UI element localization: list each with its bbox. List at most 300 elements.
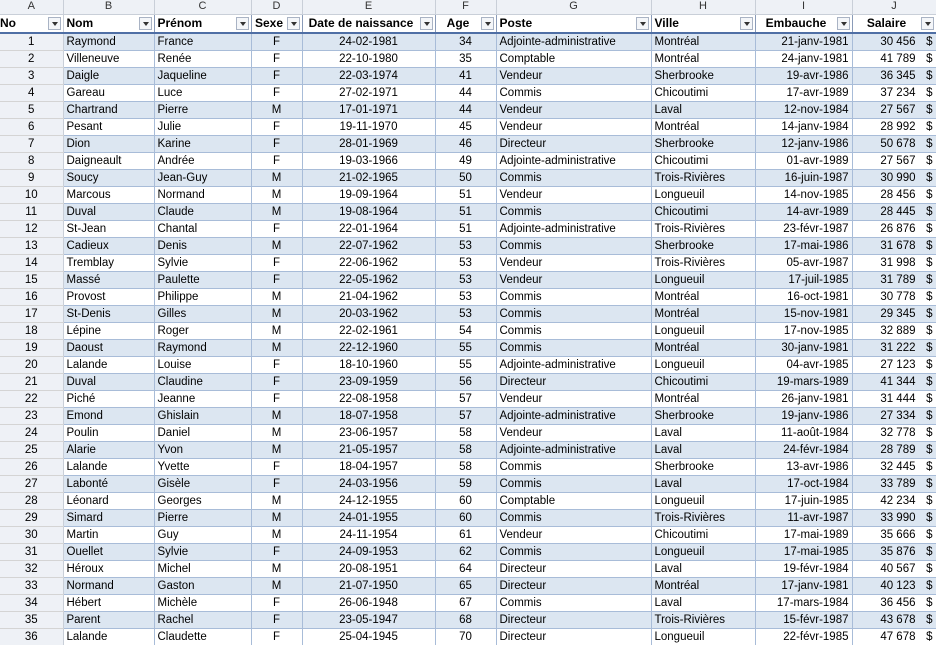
cell-poste[interactable]: Directeur — [496, 374, 651, 391]
cell-sexe[interactable]: F — [251, 136, 302, 153]
column-letter-f[interactable]: F — [435, 0, 496, 14]
cell-poste[interactable]: Vendeur — [496, 527, 651, 544]
cell-poste[interactable]: Vendeur — [496, 68, 651, 85]
cell-poste[interactable]: Adjointe-administrative — [496, 33, 651, 51]
cell-date-naissance[interactable]: 24-11-1954 — [302, 527, 435, 544]
cell-nom[interactable]: Marcous — [63, 187, 154, 204]
cell-no[interactable]: 28 — [0, 493, 63, 510]
cell-embauche[interactable]: 23-févr-1987 — [755, 221, 852, 238]
cell-poste[interactable]: Adjointe-administrative — [496, 442, 651, 459]
cell-poste[interactable]: Commis — [496, 510, 651, 527]
cell-no[interactable]: 35 — [0, 612, 63, 629]
cell-nom[interactable]: Parent — [63, 612, 154, 629]
cell-salaire[interactable] — [852, 221, 936, 238]
cell-sexe[interactable]: F — [251, 221, 302, 238]
cell-salaire[interactable] — [852, 85, 936, 102]
cell-embauche[interactable]: 17-nov-1985 — [755, 323, 852, 340]
cell-prenom[interactable]: Yvon — [154, 442, 251, 459]
cell-age[interactable]: 56 — [435, 374, 496, 391]
cell-age[interactable]: 57 — [435, 408, 496, 425]
cell-ville[interactable]: Longueuil — [651, 544, 755, 561]
cell-no[interactable]: 6 — [0, 119, 63, 136]
cell-prenom[interactable]: Pierre — [154, 510, 251, 527]
cell-nom[interactable]: St-Jean — [63, 221, 154, 238]
cell-nom[interactable]: Lalande — [63, 459, 154, 476]
cell-no[interactable]: 33 — [0, 578, 63, 595]
cell-prenom[interactable]: Denis — [154, 238, 251, 255]
cell-salaire[interactable] — [852, 68, 936, 85]
cell-ville[interactable]: Montréal — [651, 340, 755, 357]
cell-sexe[interactable]: F — [251, 51, 302, 68]
cell-sexe[interactable]: F — [251, 374, 302, 391]
cell-sexe[interactable]: F — [251, 629, 302, 645]
cell-date-naissance[interactable]: 22-08-1958 — [302, 391, 435, 408]
cell-embauche[interactable]: 19-févr-1984 — [755, 561, 852, 578]
filter-dropdown-icon[interactable] — [48, 17, 61, 30]
cell-age[interactable]: 57 — [435, 391, 496, 408]
cell-embauche[interactable]: 11-août-1984 — [755, 425, 852, 442]
cell-embauche[interactable]: 24-janv-1981 — [755, 51, 852, 68]
cell-nom[interactable]: Piché — [63, 391, 154, 408]
cell-age[interactable]: 44 — [435, 102, 496, 119]
cell-poste[interactable]: Directeur — [496, 136, 651, 153]
cell-sexe[interactable]: M — [251, 238, 302, 255]
cell-poste[interactable]: Directeur — [496, 612, 651, 629]
cell-nom[interactable]: Raymond — [63, 33, 154, 51]
cell-ville[interactable]: Laval — [651, 476, 755, 493]
cell-nom[interactable]: Cadieux — [63, 238, 154, 255]
cell-ville[interactable]: Laval — [651, 442, 755, 459]
cell-date-naissance[interactable]: 21-05-1957 — [302, 442, 435, 459]
cell-embauche[interactable]: 15-févr-1987 — [755, 612, 852, 629]
cell-date-naissance[interactable]: 24-09-1953 — [302, 544, 435, 561]
cell-sexe[interactable]: M — [251, 187, 302, 204]
cell-no[interactable]: 12 — [0, 221, 63, 238]
cell-poste[interactable]: Directeur — [496, 561, 651, 578]
cell-date-naissance[interactable]: 19-09-1964 — [302, 187, 435, 204]
cell-date-naissance[interactable]: 27-02-1971 — [302, 85, 435, 102]
cell-poste[interactable]: Commis — [496, 323, 651, 340]
cell-date-naissance[interactable]: 21-04-1962 — [302, 289, 435, 306]
cell-age[interactable]: 59 — [435, 476, 496, 493]
cell-sexe[interactable]: M — [251, 102, 302, 119]
cell-no[interactable]: 20 — [0, 357, 63, 374]
cell-nom[interactable]: Normand — [63, 578, 154, 595]
cell-ville[interactable]: Montréal — [651, 51, 755, 68]
cell-ville[interactable]: Laval — [651, 561, 755, 578]
cell-prenom[interactable]: Gaston — [154, 578, 251, 595]
cell-poste[interactable]: Adjointe-administrative — [496, 221, 651, 238]
cell-ville[interactable]: Sherbrooke — [651, 68, 755, 85]
cell-date-naissance[interactable]: 22-07-1962 — [302, 238, 435, 255]
cell-poste[interactable]: Commis — [496, 170, 651, 187]
cell-age[interactable]: 55 — [435, 340, 496, 357]
cell-prenom[interactable]: Ghislain — [154, 408, 251, 425]
cell-date-naissance[interactable]: 20-03-1962 — [302, 306, 435, 323]
cell-nom[interactable]: Provost — [63, 289, 154, 306]
column-letter-d[interactable]: D — [251, 0, 302, 14]
cell-ville[interactable]: Montréal — [651, 33, 755, 51]
cell-poste[interactable]: Vendeur — [496, 425, 651, 442]
cell-embauche[interactable]: 15-nov-1981 — [755, 306, 852, 323]
cell-ville[interactable]: Montréal — [651, 578, 755, 595]
cell-date-naissance[interactable]: 18-04-1957 — [302, 459, 435, 476]
cell-age[interactable]: 51 — [435, 204, 496, 221]
cell-salaire[interactable] — [852, 102, 936, 119]
cell-salaire[interactable] — [852, 510, 936, 527]
cell-nom[interactable]: St-Denis — [63, 306, 154, 323]
cell-ville[interactable]: Trois-Rivières — [651, 612, 755, 629]
cell-no[interactable]: 23 — [0, 408, 63, 425]
cell-nom[interactable]: Duval — [63, 374, 154, 391]
cell-ville[interactable]: Sherbrooke — [651, 459, 755, 476]
cell-sexe[interactable]: F — [251, 255, 302, 272]
cell-prenom[interactable]: Georges — [154, 493, 251, 510]
cell-embauche[interactable]: 19-mars-1989 — [755, 374, 852, 391]
cell-no[interactable]: 32 — [0, 561, 63, 578]
cell-salaire[interactable] — [852, 544, 936, 561]
cell-no[interactable]: 5 — [0, 102, 63, 119]
header-nom[interactable] — [63, 14, 154, 33]
cell-poste[interactable]: Commis — [496, 204, 651, 221]
cell-no[interactable]: 30 — [0, 527, 63, 544]
cell-salaire[interactable] — [852, 136, 936, 153]
cell-prenom[interactable]: Philippe — [154, 289, 251, 306]
cell-no[interactable]: 19 — [0, 340, 63, 357]
cell-date-naissance[interactable]: 22-03-1974 — [302, 68, 435, 85]
cell-age[interactable]: 64 — [435, 561, 496, 578]
cell-prenom[interactable]: Jaqueline — [154, 68, 251, 85]
cell-salaire[interactable] — [852, 119, 936, 136]
filter-dropdown-icon[interactable] — [740, 17, 753, 30]
cell-poste[interactable]: Adjointe-administrative — [496, 408, 651, 425]
column-letter-a[interactable]: A — [0, 0, 63, 14]
cell-sexe[interactable]: F — [251, 544, 302, 561]
cell-salaire[interactable] — [852, 204, 936, 221]
cell-prenom[interactable]: Renée — [154, 51, 251, 68]
cell-age[interactable]: 49 — [435, 153, 496, 170]
cell-embauche[interactable]: 30-janv-1981 — [755, 340, 852, 357]
cell-date-naissance[interactable]: 18-07-1958 — [302, 408, 435, 425]
cell-sexe[interactable]: F — [251, 595, 302, 612]
cell-nom[interactable]: Lalande — [63, 629, 154, 645]
cell-salaire[interactable] — [852, 595, 936, 612]
cell-prenom[interactable]: Andrée — [154, 153, 251, 170]
cell-age[interactable]: 34 — [435, 33, 496, 51]
cell-date-naissance[interactable]: 21-07-1950 — [302, 578, 435, 595]
cell-ville[interactable]: Montréal — [651, 391, 755, 408]
header-poste[interactable] — [496, 14, 651, 33]
cell-poste[interactable]: Commis — [496, 306, 651, 323]
cell-poste[interactable]: Commis — [496, 476, 651, 493]
cell-date-naissance[interactable]: 28-01-1969 — [302, 136, 435, 153]
cell-sexe[interactable]: F — [251, 68, 302, 85]
cell-prenom[interactable]: Paulette — [154, 272, 251, 289]
cell-prenom[interactable]: Luce — [154, 85, 251, 102]
cell-embauche[interactable]: 17-oct-1984 — [755, 476, 852, 493]
cell-embauche[interactable]: 17-janv-1981 — [755, 578, 852, 595]
cell-prenom[interactable]: Julie — [154, 119, 251, 136]
cell-salaire[interactable] — [852, 306, 936, 323]
cell-nom[interactable]: Lépine — [63, 323, 154, 340]
cell-salaire[interactable] — [852, 357, 936, 374]
column-letter-j[interactable]: J — [852, 0, 936, 14]
cell-nom[interactable]: Villeneuve — [63, 51, 154, 68]
cell-date-naissance[interactable]: 22-10-1980 — [302, 51, 435, 68]
cell-date-naissance[interactable]: 22-02-1961 — [302, 323, 435, 340]
cell-ville[interactable]: Longueuil — [651, 629, 755, 645]
cell-salaire[interactable] — [852, 238, 936, 255]
cell-embauche[interactable]: 12-janv-1986 — [755, 136, 852, 153]
cell-sexe[interactable]: M — [251, 442, 302, 459]
cell-prenom[interactable]: Jeanne — [154, 391, 251, 408]
column-letter-h[interactable]: H — [651, 0, 755, 14]
cell-poste[interactable]: Commis — [496, 459, 651, 476]
cell-nom[interactable]: Poulin — [63, 425, 154, 442]
cell-embauche[interactable]: 19-avr-1986 — [755, 68, 852, 85]
cell-embauche[interactable]: 22-févr-1985 — [755, 629, 852, 645]
cell-prenom[interactable]: Jean-Guy — [154, 170, 251, 187]
cell-prenom[interactable]: Raymond — [154, 340, 251, 357]
cell-salaire[interactable] — [852, 442, 936, 459]
cell-embauche[interactable]: 24-févr-1984 — [755, 442, 852, 459]
cell-poste[interactable]: Vendeur — [496, 187, 651, 204]
cell-no[interactable]: 15 — [0, 272, 63, 289]
cell-embauche[interactable]: 13-avr-1986 — [755, 459, 852, 476]
cell-no[interactable]: 8 — [0, 153, 63, 170]
cell-nom[interactable]: Hébert — [63, 595, 154, 612]
cell-poste[interactable]: Commis — [496, 595, 651, 612]
cell-date-naissance[interactable]: 23-05-1947 — [302, 612, 435, 629]
cell-salaire[interactable] — [852, 374, 936, 391]
cell-nom[interactable]: Alarie — [63, 442, 154, 459]
cell-embauche[interactable]: 14-nov-1985 — [755, 187, 852, 204]
cell-salaire[interactable] — [852, 272, 936, 289]
cell-prenom[interactable]: France — [154, 33, 251, 51]
cell-ville[interactable]: Sherbrooke — [651, 136, 755, 153]
cell-no[interactable]: 18 — [0, 323, 63, 340]
cell-sexe[interactable]: M — [251, 510, 302, 527]
cell-sexe[interactable]: F — [251, 119, 302, 136]
cell-age[interactable]: 51 — [435, 221, 496, 238]
cell-date-naissance[interactable]: 24-03-1956 — [302, 476, 435, 493]
cell-ville[interactable]: Montréal — [651, 306, 755, 323]
cell-age[interactable]: 54 — [435, 323, 496, 340]
cell-prenom[interactable]: Chantal — [154, 221, 251, 238]
cell-embauche[interactable]: 17-mai-1989 — [755, 527, 852, 544]
cell-date-naissance[interactable]: 19-08-1964 — [302, 204, 435, 221]
cell-embauche[interactable]: 17-juin-1985 — [755, 493, 852, 510]
cell-nom[interactable]: Martin — [63, 527, 154, 544]
cell-poste[interactable]: Vendeur — [496, 272, 651, 289]
cell-ville[interactable]: Chicoutimi — [651, 85, 755, 102]
cell-prenom[interactable]: Pierre — [154, 102, 251, 119]
cell-age[interactable]: 51 — [435, 187, 496, 204]
cell-sexe[interactable]: M — [251, 408, 302, 425]
cell-ville[interactable]: Trois-Rivières — [651, 170, 755, 187]
cell-age[interactable]: 53 — [435, 272, 496, 289]
cell-sexe[interactable]: F — [251, 476, 302, 493]
cell-prenom[interactable]: Claudine — [154, 374, 251, 391]
cell-age[interactable]: 35 — [435, 51, 496, 68]
cell-prenom[interactable]: Yvette — [154, 459, 251, 476]
cell-salaire[interactable] — [852, 255, 936, 272]
cell-no[interactable]: 4 — [0, 85, 63, 102]
cell-salaire[interactable] — [852, 459, 936, 476]
cell-sexe[interactable]: M — [251, 561, 302, 578]
cell-nom[interactable]: Héroux — [63, 561, 154, 578]
cell-ville[interactable]: Longueuil — [651, 357, 755, 374]
cell-prenom[interactable]: Gisèle — [154, 476, 251, 493]
cell-age[interactable]: 55 — [435, 357, 496, 374]
cell-no[interactable]: 24 — [0, 425, 63, 442]
cell-salaire[interactable] — [852, 153, 936, 170]
cell-salaire[interactable] — [852, 493, 936, 510]
cell-ville[interactable]: Montréal — [651, 289, 755, 306]
cell-poste[interactable]: Adjointe-administrative — [496, 357, 651, 374]
cell-poste[interactable]: Vendeur — [496, 255, 651, 272]
cell-age[interactable]: 67 — [435, 595, 496, 612]
cell-nom[interactable]: Léonard — [63, 493, 154, 510]
cell-ville[interactable]: Sherbrooke — [651, 238, 755, 255]
cell-salaire[interactable] — [852, 51, 936, 68]
filter-dropdown-icon[interactable] — [287, 17, 300, 30]
cell-embauche[interactable]: 16-juin-1987 — [755, 170, 852, 187]
cell-no[interactable]: 13 — [0, 238, 63, 255]
header-age[interactable] — [435, 14, 496, 33]
cell-salaire[interactable] — [852, 391, 936, 408]
cell-no[interactable]: 10 — [0, 187, 63, 204]
cell-sexe[interactable]: M — [251, 204, 302, 221]
cell-poste[interactable]: Commis — [496, 289, 651, 306]
cell-age[interactable]: 60 — [435, 493, 496, 510]
cell-sexe[interactable]: F — [251, 357, 302, 374]
header-date-naissance[interactable] — [302, 14, 435, 33]
cell-prenom[interactable]: Michèle — [154, 595, 251, 612]
cell-embauche[interactable]: 26-janv-1981 — [755, 391, 852, 408]
cell-date-naissance[interactable]: 22-01-1964 — [302, 221, 435, 238]
cell-poste[interactable]: Commis — [496, 238, 651, 255]
cell-ville[interactable]: Longueuil — [651, 187, 755, 204]
cell-embauche[interactable]: 04-avr-1985 — [755, 357, 852, 374]
cell-ville[interactable]: Laval — [651, 595, 755, 612]
cell-ville[interactable]: Laval — [651, 102, 755, 119]
cell-salaire[interactable] — [852, 578, 936, 595]
cell-prenom[interactable]: Daniel — [154, 425, 251, 442]
cell-no[interactable]: 16 — [0, 289, 63, 306]
column-letter-e[interactable]: E — [302, 0, 435, 14]
cell-age[interactable]: 50 — [435, 170, 496, 187]
cell-no[interactable]: 34 — [0, 595, 63, 612]
cell-salaire[interactable] — [852, 629, 936, 645]
filter-dropdown-icon[interactable] — [420, 17, 433, 30]
header-ville[interactable] — [651, 14, 755, 33]
cell-ville[interactable]: Trois-Rivières — [651, 221, 755, 238]
cell-ville[interactable]: Chicoutimi — [651, 204, 755, 221]
header-no[interactable] — [0, 14, 63, 33]
header-prenom[interactable] — [154, 14, 251, 33]
cell-no[interactable]: 14 — [0, 255, 63, 272]
cell-poste[interactable]: Comptable — [496, 51, 651, 68]
cell-ville[interactable]: Longueuil — [651, 323, 755, 340]
header-salaire[interactable] — [852, 14, 936, 33]
cell-ville[interactable]: Longueuil — [651, 272, 755, 289]
cell-embauche[interactable]: 19-janv-1986 — [755, 408, 852, 425]
cell-date-naissance[interactable]: 21-02-1965 — [302, 170, 435, 187]
cell-poste[interactable]: Commis — [496, 85, 651, 102]
cell-date-naissance[interactable]: 19-03-1966 — [302, 153, 435, 170]
cell-ville[interactable]: Laval — [651, 425, 755, 442]
cell-salaire[interactable] — [852, 612, 936, 629]
cell-nom[interactable]: Gareau — [63, 85, 154, 102]
cell-age[interactable]: 60 — [435, 510, 496, 527]
cell-no[interactable]: 2 — [0, 51, 63, 68]
cell-salaire[interactable] — [852, 425, 936, 442]
column-letter-c[interactable]: C — [154, 0, 251, 14]
cell-date-naissance[interactable]: 20-08-1951 — [302, 561, 435, 578]
cell-nom[interactable]: Tremblay — [63, 255, 154, 272]
cell-date-naissance[interactable]: 19-11-1970 — [302, 119, 435, 136]
cell-sexe[interactable]: M — [251, 306, 302, 323]
cell-embauche[interactable]: 21-janv-1981 — [755, 33, 852, 51]
cell-prenom[interactable]: Roger — [154, 323, 251, 340]
cell-poste[interactable]: Adjointe-administrative — [496, 153, 651, 170]
cell-age[interactable]: 45 — [435, 119, 496, 136]
cell-poste[interactable]: Directeur — [496, 629, 651, 645]
cell-salaire[interactable] — [852, 323, 936, 340]
cell-age[interactable]: 46 — [435, 136, 496, 153]
cell-no[interactable]: 26 — [0, 459, 63, 476]
cell-nom[interactable]: Daigle — [63, 68, 154, 85]
cell-embauche[interactable]: 01-avr-1989 — [755, 153, 852, 170]
cell-no[interactable]: 3 — [0, 68, 63, 85]
cell-nom[interactable]: Simard — [63, 510, 154, 527]
cell-prenom[interactable]: Guy — [154, 527, 251, 544]
cell-nom[interactable]: Emond — [63, 408, 154, 425]
cell-prenom[interactable]: Rachel — [154, 612, 251, 629]
cell-age[interactable]: 53 — [435, 289, 496, 306]
cell-nom[interactable]: Duval — [63, 204, 154, 221]
cell-sexe[interactable]: F — [251, 272, 302, 289]
cell-embauche[interactable]: 17-juil-1985 — [755, 272, 852, 289]
cell-age[interactable]: 53 — [435, 238, 496, 255]
cell-date-naissance[interactable]: 24-01-1955 — [302, 510, 435, 527]
cell-poste[interactable]: Commis — [496, 340, 651, 357]
column-letter-g[interactable]: G — [496, 0, 651, 14]
cell-age[interactable]: 58 — [435, 425, 496, 442]
cell-sexe[interactable]: M — [251, 170, 302, 187]
cell-age[interactable]: 53 — [435, 306, 496, 323]
cell-age[interactable]: 58 — [435, 459, 496, 476]
cell-nom[interactable]: Labonté — [63, 476, 154, 493]
cell-date-naissance[interactable]: 22-06-1962 — [302, 255, 435, 272]
cell-age[interactable]: 65 — [435, 578, 496, 595]
cell-embauche[interactable]: 17-mars-1984 — [755, 595, 852, 612]
cell-nom[interactable]: Massé — [63, 272, 154, 289]
cell-ville[interactable]: Chicoutimi — [651, 153, 755, 170]
cell-prenom[interactable]: Claude — [154, 204, 251, 221]
cell-age[interactable]: 61 — [435, 527, 496, 544]
filter-dropdown-icon[interactable] — [837, 17, 850, 30]
cell-nom[interactable]: Pesant — [63, 119, 154, 136]
cell-no[interactable]: 17 — [0, 306, 63, 323]
cell-salaire[interactable] — [852, 476, 936, 493]
cell-no[interactable]: 9 — [0, 170, 63, 187]
cell-prenom[interactable]: Michel — [154, 561, 251, 578]
cell-sexe[interactable]: M — [251, 340, 302, 357]
cell-sexe[interactable]: M — [251, 289, 302, 306]
cell-age[interactable]: 41 — [435, 68, 496, 85]
